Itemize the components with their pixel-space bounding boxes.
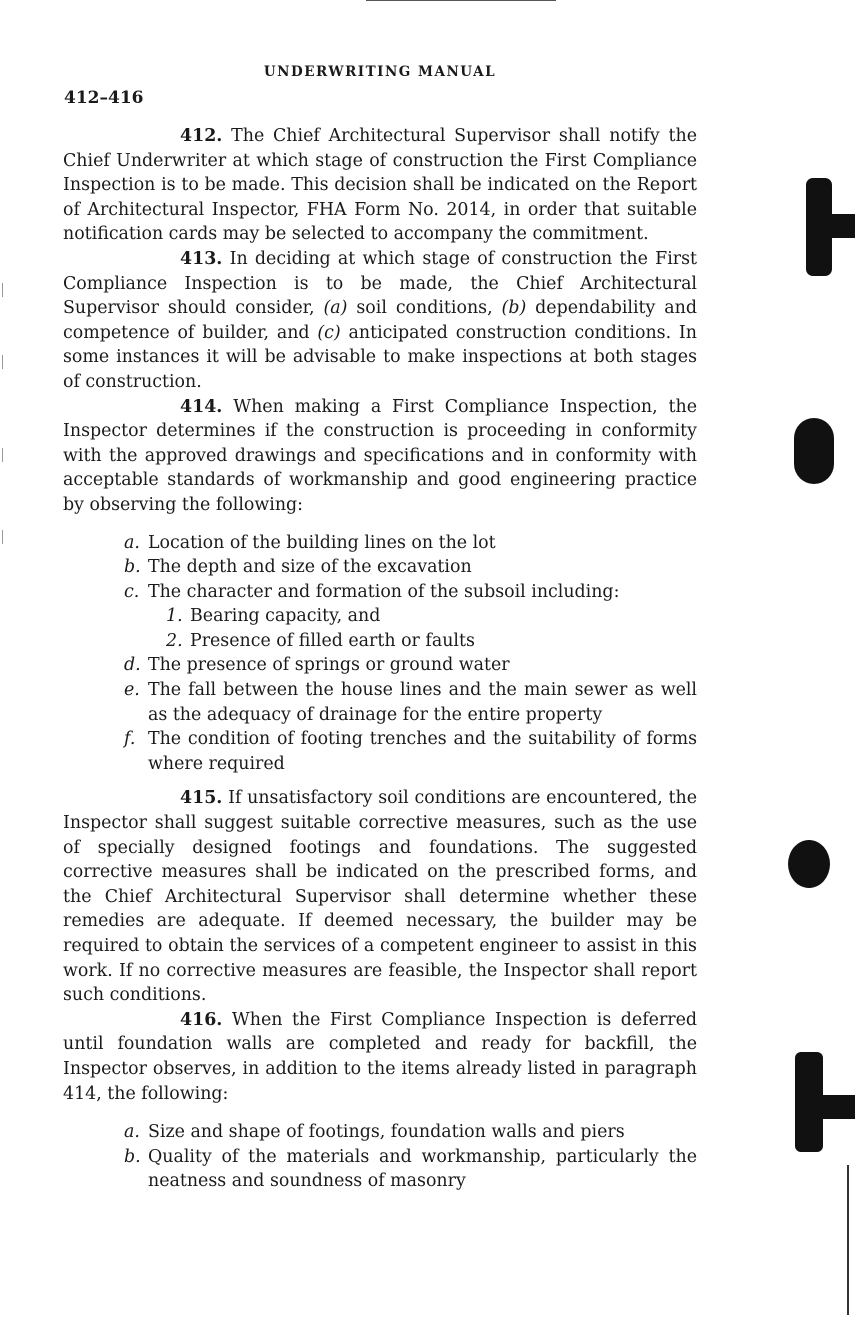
paragraph-number: 414. bbox=[180, 396, 223, 417]
paragraph-text: soil conditions, bbox=[347, 298, 502, 319]
enum-mark: (b) bbox=[501, 298, 527, 319]
list-marker: c. bbox=[124, 581, 140, 602]
paragraph-text: In deciding at which stage of construction the First Compliance Inspection is to be made, the Chief Architectural Supervisor should consider, bbox=[63, 248, 697, 319]
margin-tick bbox=[2, 355, 3, 369]
list-item-text: Quality of the materials and workmanship, particularly the neatness and soundness of masonry bbox=[148, 1146, 697, 1192]
spacer bbox=[63, 776, 697, 786]
list-marker: 2. bbox=[166, 630, 183, 651]
list-item-text: Bearing capacity, and bbox=[190, 606, 381, 627]
binding-mark-circle bbox=[788, 840, 830, 888]
list-item bbox=[63, 653, 697, 678]
list-marker: a. bbox=[124, 1122, 140, 1143]
top-rule bbox=[366, 0, 556, 1]
list-item-text: The depth and size of the excavation bbox=[148, 557, 472, 578]
list-item-text: The presence of springs or ground water bbox=[148, 655, 510, 676]
list-marker: a. bbox=[124, 532, 140, 553]
paragraph-text: The Chief Architectural Supervisor shall notify the Chief Underwriter at which stage of construction the First Compliance Inspection is to be made. This decision shall be indicated on the Report of Architectural Inspector, FHA Form No. 2014, in order that suitable notification cards may be selected to accompany the commitment. bbox=[63, 126, 697, 245]
paragraph-number: 413. bbox=[180, 248, 223, 269]
paragraph-text: dependability and competence of builder, and bbox=[63, 298, 697, 343]
list-item-text: The fall between the house lines and the main sewer as well as the adequacy of drainage for the entire property bbox=[148, 680, 697, 725]
list-marker: 1. bbox=[166, 606, 183, 627]
binding-mark-top-arm bbox=[826, 214, 855, 238]
paragraph-text: When the First Compliance Inspection is deferred until foundation walls are completed and ready for backfill, the Inspector observes, in addition to the items already listed in paragraph 414, the following: bbox=[63, 1009, 698, 1104]
list-marker: e. bbox=[124, 680, 140, 701]
margin-tick bbox=[2, 448, 3, 462]
list-item-text: Presence of filled earth or faults bbox=[190, 630, 475, 651]
paragraph-number: 416. bbox=[180, 1009, 223, 1030]
list-item-text: Size and shape of footings, foundation walls and piers bbox=[148, 1122, 625, 1143]
list-marker: d. bbox=[124, 655, 141, 676]
list-item-text: The condition of footing trenches and the suitability of forms where required bbox=[148, 729, 697, 774]
paragraph-414 bbox=[63, 395, 697, 518]
paragraph-number: 412. bbox=[180, 126, 223, 146]
list-item bbox=[63, 727, 697, 776]
list-marker: b. bbox=[124, 557, 141, 578]
list-item-text: The character and formation of the subsoil including: bbox=[148, 581, 620, 602]
page-edge-line bbox=[847, 1165, 849, 1315]
list-subitem bbox=[63, 629, 697, 654]
paragraph-413 bbox=[63, 247, 697, 395]
paragraph-text: anticipated construction conditions. In some instances it will be advisable to make inspections at both stages of construction. bbox=[63, 322, 698, 392]
margin-tick bbox=[2, 283, 3, 297]
paragraph-412 bbox=[63, 124, 697, 247]
paragraph-text: If unsatisfactory soil conditions are encountered, the Inspector shall suggest suitable corrective measures, such as the use of specially designed footings and foundations. The suggested corrective measures shall be indicated on the prescribed forms, and the Chief Architectural Supervisor shall determine whether these remedies are adequate. If deemed necessary, the builder may be required to obtain the services of a competent engineer to assist in this work. If no corrective measures are feasible, the Inspector shall report such conditions. bbox=[63, 788, 698, 1006]
list-item bbox=[63, 555, 697, 580]
list-item bbox=[63, 1120, 697, 1145]
list-item bbox=[63, 678, 697, 727]
enum-mark: (a) bbox=[323, 298, 348, 319]
paragraph-415 bbox=[63, 786, 697, 1007]
enum-mark: (c) bbox=[317, 322, 341, 343]
paragraph-text: When making a First Compliance Inspection, the Inspector determines if the construction is proceeding in conformity with the approved drawings and specifications and in conformity with acceptable standards of workmanship and good engineering practice by observing the following: bbox=[63, 396, 698, 515]
paragraph-number: 415. bbox=[180, 788, 223, 809]
binding-mark-bottom-arm bbox=[818, 1095, 855, 1119]
list-item bbox=[63, 1145, 697, 1194]
list-item bbox=[63, 531, 697, 556]
list-marker: b. bbox=[124, 1146, 141, 1167]
paragraph-416 bbox=[63, 1008, 697, 1106]
paragraph-range: 412–416 bbox=[64, 88, 144, 108]
list-marker: f. bbox=[124, 729, 136, 750]
list-414 bbox=[63, 531, 697, 777]
list-item bbox=[63, 580, 697, 605]
binding-mark-oval bbox=[794, 418, 834, 484]
page-body bbox=[63, 124, 697, 1194]
list-subitem bbox=[63, 604, 697, 629]
list-item-text: Location of the building lines on the lot bbox=[148, 532, 496, 553]
list-416 bbox=[63, 1120, 697, 1194]
running-header: UNDERWRITING MANUAL bbox=[263, 64, 497, 80]
margin-tick bbox=[2, 530, 3, 544]
